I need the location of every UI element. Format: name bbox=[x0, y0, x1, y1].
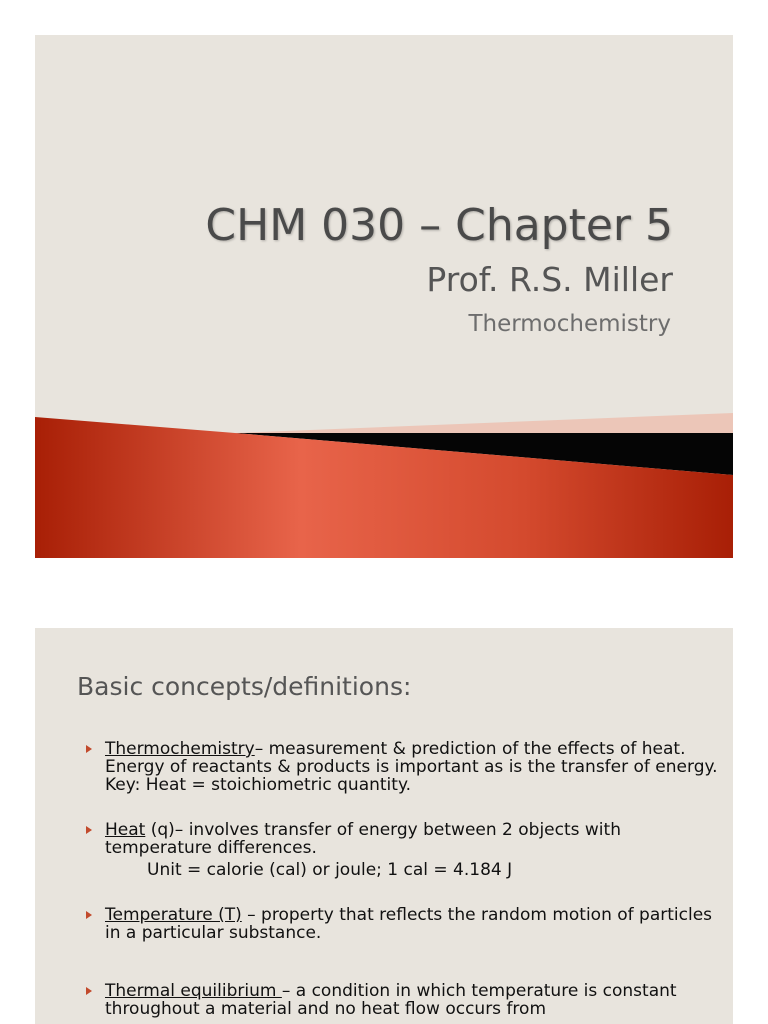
bullet-text: – measurement & prediction of the effects of heat. Energy of reactants & products is important as is the transfer of energy. Key: Heat = stoichiometric quantity. bbox=[105, 739, 718, 795]
bullet-text: (q)– involves transfer of energy between 2 objects with temperature differences. bbox=[105, 820, 621, 858]
bullet-item bbox=[83, 982, 723, 1018]
bullet-term: Heat bbox=[105, 820, 146, 840]
title-slide bbox=[35, 35, 733, 558]
bullet-list bbox=[83, 740, 723, 1024]
content-slide bbox=[35, 628, 733, 1024]
bullet-item bbox=[83, 906, 723, 942]
slide-topic: Thermochemistry bbox=[468, 311, 671, 337]
bullet-unit-line: Unit = calorie (cal) or joule; 1 cal = 4.184 J bbox=[147, 860, 513, 880]
bullet-item bbox=[83, 821, 723, 879]
bullet-item bbox=[83, 740, 723, 794]
decorative-banner bbox=[35, 405, 733, 558]
bullet-text: – property that reflects the random motion of particles in a particular substance. bbox=[105, 905, 713, 943]
bullet-term: Thermochemistry bbox=[105, 739, 255, 759]
banner-pink-strip bbox=[235, 413, 733, 433]
bullet-arrow-icon bbox=[86, 987, 92, 995]
bullet-term: Temperature (T) bbox=[105, 905, 242, 925]
slide-title: CHM 030 – Chapter 5 bbox=[205, 200, 673, 251]
bullet-arrow-icon bbox=[86, 745, 92, 753]
bullet-text: – a condition in which temperature is constant throughout a material and no heat flow occurs from bbox=[105, 981, 677, 1019]
slide-heading: Basic concepts/definitions: bbox=[77, 672, 412, 701]
bullet-arrow-icon bbox=[86, 911, 92, 919]
bullet-term: Thermal equilibrium bbox=[105, 981, 282, 1001]
bullet-arrow-icon bbox=[86, 826, 92, 834]
slide-subtitle: Prof. R.S. Miller bbox=[426, 260, 673, 299]
